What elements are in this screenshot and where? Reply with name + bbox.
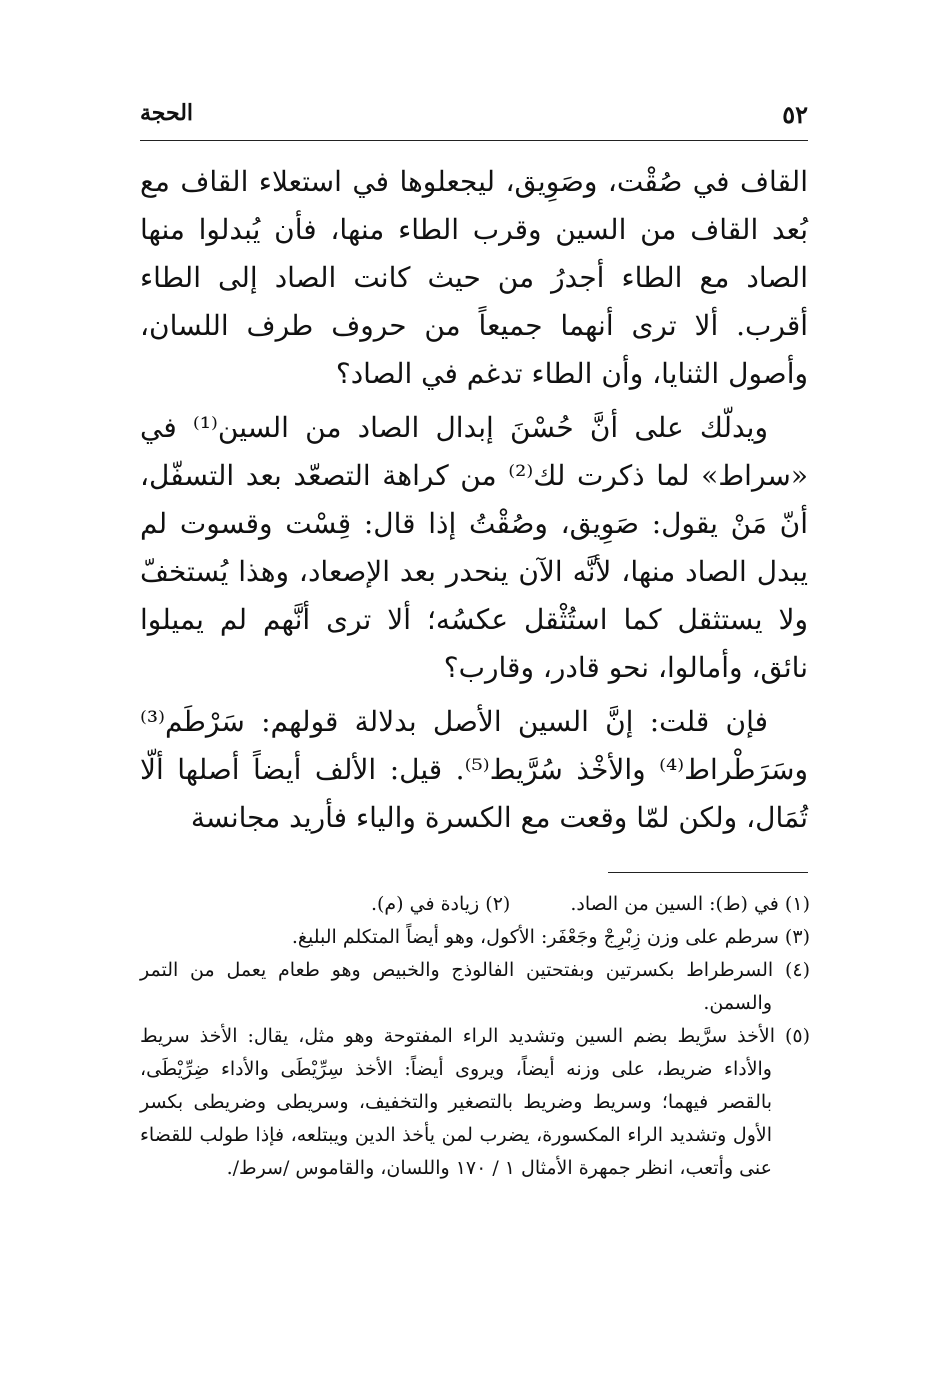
footnote-2: (٢) زيادة في (م). bbox=[370, 893, 511, 915]
footnote-4: (٤) السرطراط بكسرتين وبفتحتين الفالوذج والخبيص وهو طعام يعمل من التمر والسمن. bbox=[140, 959, 810, 1014]
footnote-1: (١) في (ط): السين من الصاد. bbox=[570, 893, 810, 915]
footnote-3: (٣) سرطم على وزن زِبْرِجْ وجَعْفَر: الأكول، وهو أيضاً المتكلم البليغ. bbox=[291, 926, 810, 948]
paragraph: فإن قلت: إنَّ السين الأصل بدلالة قولهم: سَرْطَم⁽³⁾ وسَرَطْراط⁽⁴⁾ والأخْذ سُرَّيط⁽⁵⁾. قيل: الألف أيضاً أصلها ألّا تُمَال، ولكن لمّا وقعت مع الكسرة والياء فأريد مجانسة bbox=[140, 705, 808, 834]
paragraph: ويدلّك على أنَّ حُسْنَ إبدال الصاد من السين⁽¹⁾ في «سراط» لما ذكرت لك⁽²⁾ من كراهة التصعّد بعد التسفّل، أنّ مَنْ يقول: صَوِيق، وصُقْتُ إذا قال: قِسْت وقسوت لم يبدل الصاد منها، لأنَّه الآن ينحدر بعد الإصعاد، وهذا يُستخفّ ولا يستثقل كما استُثْقل عكسُه؛ ألا ترى أنَّهم لم يميلوا نائق، وأمالوا، نحو قادر، وقارب؟ bbox=[140, 411, 808, 684]
main-text bbox=[140, 158, 808, 848]
running-title: الحجة bbox=[140, 100, 194, 126]
footnotes bbox=[140, 888, 810, 1185]
footnote-5: (٥) الأخذ سرَّيط بضم السين وتشديد الراء المفتوحة وهو مثل، يقال: الأخذ سريط والأداء ضريط، على وزنه أيضاً، ويروى أيضاً: الأخذ سِرِّيْطَى والأداء ضِرِّيْطَى، بالقصر فيهما؛ وسريط وضريط بالتصغير والتخفيف، وسريطى وضريطى بكسر الأول وتشديد الراء المكسورة، يضرب لمن يأخذ الدين ويبتلعه، فإذا طولب للقضاء عنى وأتعب، انظر جمهرة الأمثال ١ / ١٧٠ واللسان، والقاموس /سرط/. bbox=[140, 1025, 810, 1179]
page-header bbox=[140, 100, 808, 136]
page-number: ٥٢ bbox=[782, 100, 808, 129]
footnote-divider bbox=[608, 872, 808, 873]
header-divider bbox=[140, 140, 808, 141]
footnote-row bbox=[140, 888, 810, 921]
paragraph: القاف في صُقْت، وصَوِيق، ليجعلوها في استعلاء القاف مع بُعد القاف من السين وقرب الطاء منها، فأن يُبدلوا منها الصاد مع الطاء أجدرُ من حيث كانت الصاد إلى الطاء أقرب. ألا ترى أنهما جميعاً من حروف طرف اللسان، وأصول الثنايا، وأن الطاء تدغم في الصاد؟ bbox=[140, 165, 808, 390]
